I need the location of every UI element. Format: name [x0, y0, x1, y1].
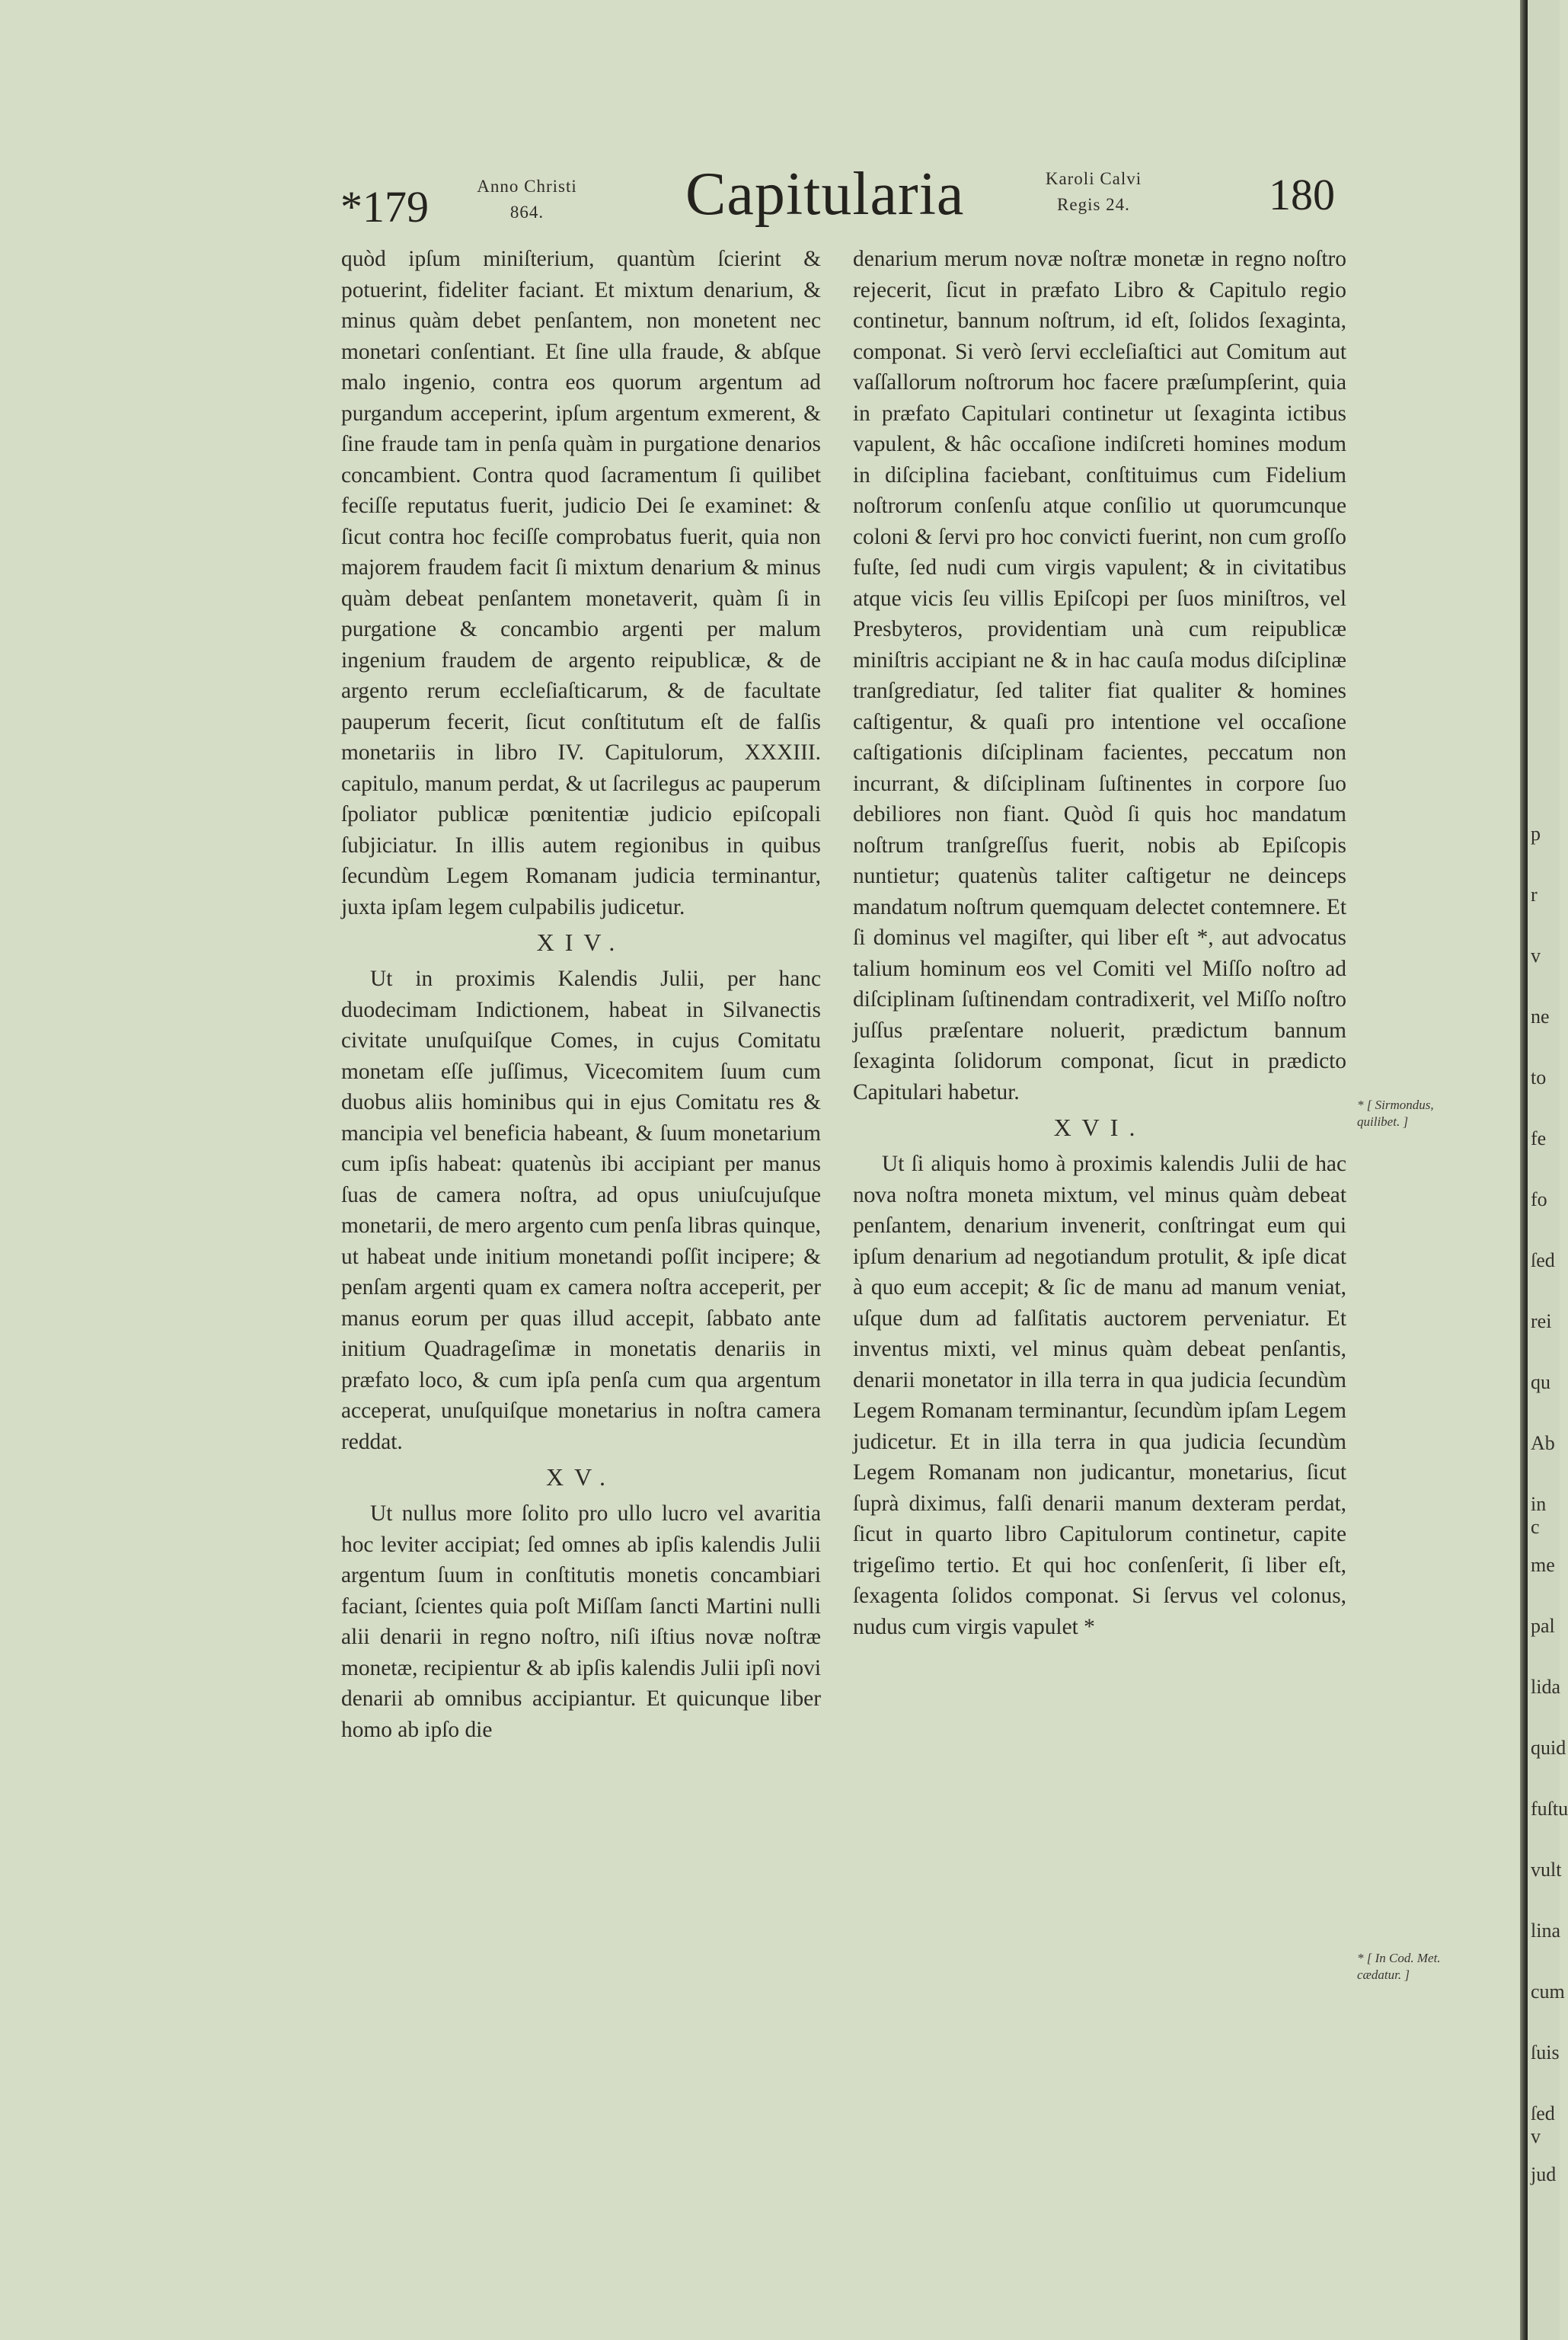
- adjacent-page-fragment: fo: [1531, 1188, 1547, 1210]
- right-column: [853, 244, 1346, 1642]
- adjacent-page-edge: [1528, 0, 1568, 2340]
- section-heading-xvi: XVI.: [1053, 1114, 1146, 1141]
- left-paragraph-xiv: Ut in proximis Kalendis Julii, per hanc duodecimam Indictionem, habeat in Silvanectis civitate unuſquiſque Comes, in cujus Comitatu monetam eſſe juſſimus, Vicecomitem ſuum cum duobus aliis hominibus qui in ejus Comitatu res & mancipia vel beneficia habeant, & ſuum monetarium cum ipſis habeat: quatenùs ibi accipiant per manus ſuas de camera noſtra, ad opus uniuſcujuſque monetarii, de mero argento cum penſa libras quinque, ut habeat unde initium monetandi poſſit incipere; & penſam argenti quam ex camera noſtra acceperit, per manus eorum per quas illud accepit, ſabbato ante initium Quadrageſimæ in monetatis denariis in præfato loco, & cum ipſa penſa cum qua argentum acceperat, unuſquiſque monetarius in noſtra camera reddat.: [341, 967, 821, 1454]
- adjacent-page-fragment: to: [1531, 1066, 1547, 1088]
- adjacent-page-fragment: qu: [1531, 1371, 1550, 1393]
- header-king: [1025, 166, 1162, 218]
- book-gutter: [1520, 0, 1528, 2340]
- adjacent-page-fragment: Ab: [1531, 1432, 1555, 1454]
- adjacent-page-fragment: ſed v: [1531, 2102, 1555, 2147]
- adjacent-page-fragment: fe: [1531, 1127, 1547, 1149]
- adjacent-page-fragment: quid: [1531, 1737, 1566, 1759]
- king-name: Karoli Calvi: [1045, 169, 1142, 188]
- adjacent-page-fragment: ne: [1531, 1005, 1550, 1028]
- adjacent-page-fragment: in c: [1531, 1493, 1547, 1538]
- adjacent-page-fragment: pal: [1531, 1615, 1555, 1637]
- section-heading-xiv: XIV.: [536, 929, 626, 956]
- adjacent-page-fragment: r: [1531, 884, 1538, 906]
- left-column: [341, 244, 821, 1745]
- adjacent-page-fragment: v: [1531, 945, 1541, 967]
- section-heading-xv: XV.: [545, 1463, 617, 1491]
- anno-label: Anno Christi: [477, 177, 577, 196]
- adjacent-page-fragment: fuſtu: [1531, 1798, 1568, 1820]
- adjacent-page-fragment: lida: [1531, 1676, 1560, 1698]
- left-paragraph: quòd ipſum miniſterium, quantùm ſcierint & potuerint, fideliter faciant. Et mixtum denarium, & minus quàm debet penſantem, non monetent nec monetari conſentiant. Et ſine ulla fraude, & abſque malo ingenio, contra eos quorum argentum ad purgandum acceperint, ipſum argentum exmerent, & ſine fraude tam in penſa quàm in purgatione denarios concambient. Contra quod ſacramentum ſi quilibet feciſſe reputatus fuerit, judicio Dei ſe examinet: & ſicut contra hoc feciſſe comprobatus fuerit, quia non majorem fraudem facit ſi mixtum denarium & minus quàm debeat penſantem monetaverit, quàm ſi in purgatione & concambio argenti per malum ingenium fraudem de argento reipublicæ, & de argento rerum eccleſiaſticarum, & de facultate pauperum fecerit, ſicut conſtitutum eſt de falſis monetariis in libro IV. Capitulorum, XXXIII. capitulo, manum perdat, & ut ſacrilegus ac pauperum ſpoliator publicæ pœnitentiæ judicio epiſcopali ſubjiciatur. In illis autem regionibus in quibus ſecundùm Legem Romanam judicia terminantur, juxta ipſam legem culpabilis judicetur.: [341, 247, 821, 919]
- page-number-left: *179: [340, 182, 429, 232]
- margin-note-codex: * [ In Cod. Met. cædatur. ]: [1357, 1951, 1441, 1982]
- adjacent-page-fragment: vult: [1531, 1859, 1562, 1881]
- adjacent-page-fragment: p: [1531, 823, 1541, 845]
- adjacent-page-fragment: lina: [1531, 1920, 1560, 1942]
- adjacent-page-fragment: jud: [1531, 2163, 1557, 2185]
- adjacent-page-fragment: me: [1531, 1554, 1555, 1576]
- adjacent-page-fragment: rei: [1531, 1310, 1552, 1332]
- right-paragraph: denarium merum novæ noſtræ monetæ in regno noſtro rejecerit, ſicut in præfato Libro & Capitulo regio continetur, bannum noſtrum, id eſt, ſolidos ſexaginta, componat. Si verò ſervi eccleſiaſtici aut Comitum aut vaſſallorum noſtrorum hoc facere præſumpſerint, quia in præfato Capitulari continetur ut ſexaginta ictibus vapulent, & hâc occaſione indiſcreti homines modum in diſciplina faciebant, conſtituimus cum Fidelium noſtrorum conſenſu atque conſilio ut quorumcunque coloni & ſervi pro hoc convicti fuerint, non cum groſſo fuſte, ſed nudi cum virgis vapulent; & in civitatibus atque vicis ſeu villis Epiſcopi per ſuos miniſtros, vel Presbyteros, providentiam unà cum reipublicæ miniſtris accipiant ne & in hac cauſa modus diſciplinæ tranſgrediatur, ſed taliter fiat qualiter & homines caſtigentur, & quaſi pro intentione vel occaſione caſtigationis diſciplinam facientes, peccatum non incurrant, & diſciplinam ſuſtinentes in corpore ſuo debiliores non fiant. Quòd ſi quis hoc mandatum noſtrum tranſgreſſus fuerit, nobis ab Epiſcopis nuntietur; quatenùs taliter caſtigetur ne deinceps mandatum noſtrum quemquam delectet contemnere. Et ſi dominus vel magiſter, qui liber eſt *, aut advocatus talium hominum eos vel Comiti vel Miſſo noſtro ad diſciplinam ſuſtinendam contradixerit, vel Miſſo noſtro juſſus præſentare noluerit, prædictum bannum ſexaginta ſolidorum componat, ſicut in prædicto Capitulari habetur.: [853, 247, 1346, 1104]
- right-paragraph-xvi: Ut ſi aliquis homo à proximis kalendis Julii de hac nova noſtra moneta mixtum, vel minus quàm debeat penſantem, denarium invenerit, conſtringat eum qui ipſum denarium ad negotiandum protulit, & ipſe dicat à quo eum accepit; & ſic de manu ad manum veniat, uſque dum ad falſitatis auctorem perveniatur. Et inventus mixti, vel minus quàm debeat penſantis, denarii monetator in illa terra in qua judicia ſecundùm Legem Romanam terminantur, ſecundùm ipſam Legem judicetur. Et in illa terra in qua judicia ſecundùm Legem Romanam non judicantur, monetarius, ſicut ſuprà diximus, falſi denarii manum dexteram perdat, ſicut in quarto libro Capitulorum continetur, capite trigeſimo tertio. Et qui hoc conſenſerit, ſi liber eſt, ſexagenta ſolidos componat. Si ſervus vel colonus, nudus cum virgis vapulet *: [853, 1152, 1346, 1639]
- left-paragraph-xv: Ut nullus more ſolito pro ullo lucro vel avaritia hoc leviter accipiat; ſed omnes ab ipſis kalendis Julii argentum ſuum in conſtitutis monetis concambiari faciant, ſcientes quia poſt Miſſam ſancti Martini nulli alii denarii in regno noſtro, niſi iſtius novæ noſtræ monetæ, recipientur & ab ipſis kalendis Julii ipſi novi denarii ab omnibus accipiantur. Et quicunque liber homo ab ipſo die: [341, 1501, 821, 1742]
- page-title: Capitularia: [685, 161, 965, 228]
- adjacent-page-fragment: ſuis: [1531, 2041, 1560, 2063]
- anno-year: 864.: [509, 203, 544, 222]
- king-regis: Regis 24.: [1057, 195, 1130, 214]
- header-anno: [466, 174, 588, 225]
- adjacent-page-fragment: ſed: [1531, 1249, 1555, 1271]
- margin-note-sirmondus: * [ Sirmondus, quilibet. ]: [1357, 1098, 1434, 1129]
- adjacent-page-fragment: cum: [1531, 1980, 1565, 2003]
- page-number-right: 180: [1269, 170, 1335, 219]
